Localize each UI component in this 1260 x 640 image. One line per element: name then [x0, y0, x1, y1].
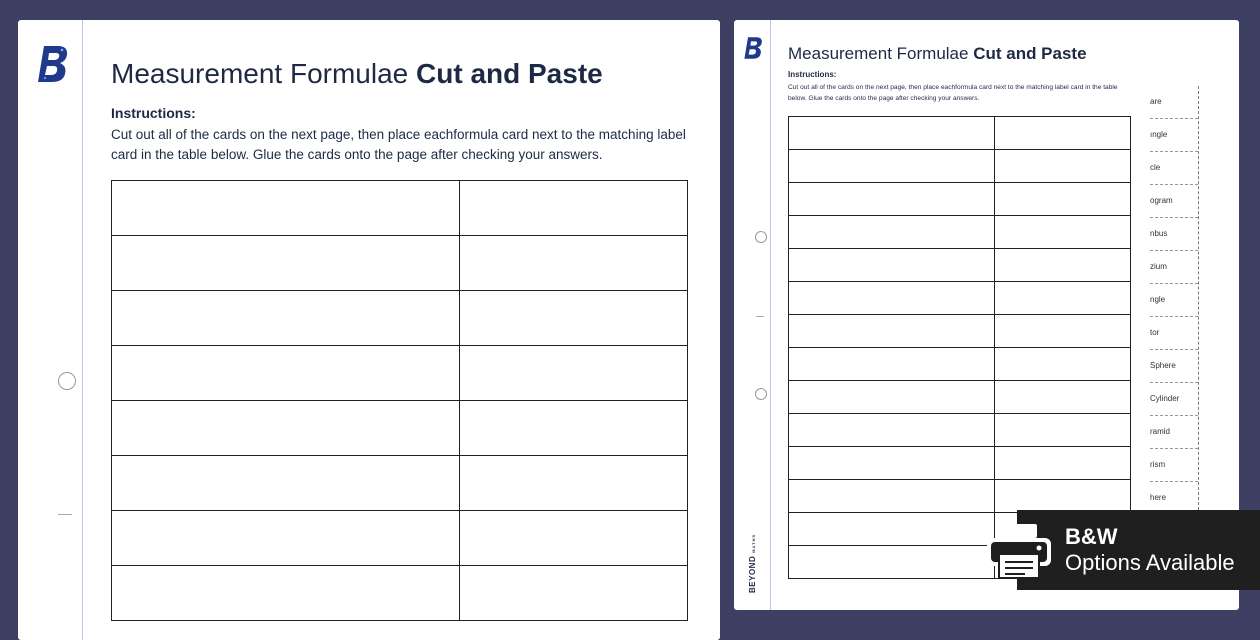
- bw-options-badge: [1017, 510, 1260, 590]
- formula-slot: [995, 414, 1131, 447]
- label-card: Cylinder: [1150, 383, 1198, 416]
- formula-slot: [460, 456, 688, 511]
- label-card: zium: [1150, 251, 1198, 284]
- label-card: ıngle: [1150, 119, 1198, 152]
- label-card: ramid: [1150, 416, 1198, 449]
- formula-slot: [995, 348, 1131, 381]
- formula-slot: [995, 150, 1131, 183]
- formula-slot: [995, 480, 1131, 513]
- table-row: [789, 348, 1131, 381]
- label-slot: [112, 181, 460, 236]
- formula-slot: [995, 447, 1131, 480]
- table-row: [789, 249, 1131, 282]
- table-row: [112, 236, 688, 291]
- label-slot: [789, 348, 995, 381]
- formula-slot: [460, 401, 688, 456]
- instructions-text: Cut out all of the cards on the next page, then place eachformula card next to the matching label card in the table below. Glue the cards onto the page after checking your answers.: [788, 84, 1118, 102]
- formula-slot: [460, 236, 688, 291]
- label-card-strip: [1150, 86, 1199, 515]
- instructions-heading: Instructions:: [111, 105, 196, 121]
- beyond-logo-icon: [38, 44, 70, 84]
- badge-title: B&W: [1065, 524, 1118, 549]
- instructions-heading: Instructions:: [788, 70, 837, 79]
- label-card: are: [1150, 86, 1198, 119]
- punch-hole: [58, 372, 76, 390]
- table-row: [112, 566, 688, 621]
- label-slot: [112, 511, 460, 566]
- label-card: tor: [1150, 317, 1198, 350]
- label-slot: [789, 249, 995, 282]
- formula-slot: [995, 315, 1131, 348]
- table-row: [789, 117, 1131, 150]
- margin-line: [82, 20, 83, 640]
- table-row: [789, 381, 1131, 414]
- formula-slot: [995, 117, 1131, 150]
- label-slot: [789, 150, 995, 183]
- table-row: [789, 414, 1131, 447]
- formula-slot: [460, 346, 688, 401]
- table-row: [112, 511, 688, 566]
- table-row: [112, 456, 688, 511]
- label-slot: [789, 183, 995, 216]
- table-row: [789, 183, 1131, 216]
- label-slot: [789, 282, 995, 315]
- label-slot: [112, 401, 460, 456]
- label-slot: [112, 456, 460, 511]
- label-card: ogram: [1150, 185, 1198, 218]
- label-slot: [112, 566, 460, 621]
- label-card: nbus: [1150, 218, 1198, 251]
- label-slot: [789, 513, 995, 546]
- table-row: [789, 150, 1131, 183]
- label-slot: [789, 546, 995, 579]
- table-row: [112, 291, 688, 346]
- table-row: [789, 282, 1131, 315]
- table-row: [789, 480, 1131, 513]
- worksheet-page-left: [18, 20, 720, 640]
- table-row: [112, 346, 688, 401]
- punch-hole: [755, 388, 767, 400]
- vertical-brand: BEYONDMATHS: [748, 533, 757, 593]
- page-title: Measurement Formulae Cut and Paste: [111, 58, 603, 89]
- badge-subtitle: Options Available: [1065, 550, 1235, 575]
- formula-slot: [995, 183, 1131, 216]
- formula-slot: [460, 291, 688, 346]
- formula-slot: [460, 181, 688, 236]
- formula-slot: [995, 282, 1131, 315]
- label-card: ngle: [1150, 284, 1198, 317]
- printer-icon: [985, 522, 1055, 580]
- table-row: [112, 401, 688, 456]
- label-card: Sphere: [1150, 350, 1198, 383]
- label-slot: [789, 381, 995, 414]
- label-slot: [789, 117, 995, 150]
- formula-slot: [995, 381, 1131, 414]
- margin-tick: [58, 514, 72, 515]
- beyond-logo-icon: [744, 36, 764, 60]
- table-row: [789, 447, 1131, 480]
- margin-line: [770, 20, 771, 610]
- label-card: here: [1150, 482, 1198, 515]
- formula-slot: [460, 511, 688, 566]
- label-card: rism: [1150, 449, 1198, 482]
- instructions-text: Cut out all of the cards on the next page, then place eachformula card next to the matching label card in the table below. Glue the cards onto the page after checking your answers.: [111, 127, 686, 162]
- label-card: cle: [1150, 152, 1198, 185]
- page-title: Measurement Formulae Cut and Paste: [788, 44, 1087, 63]
- margin-tick: [756, 316, 764, 317]
- table-row: [789, 216, 1131, 249]
- punch-hole: [755, 231, 767, 243]
- label-slot: [789, 480, 995, 513]
- matching-table: [111, 180, 688, 621]
- label-slot: [789, 315, 995, 348]
- label-slot: [789, 216, 995, 249]
- formula-slot: [460, 566, 688, 621]
- formula-slot: [995, 216, 1131, 249]
- label-slot: [789, 414, 995, 447]
- table-row: [112, 181, 688, 236]
- formula-slot: [995, 249, 1131, 282]
- table-row: [789, 315, 1131, 348]
- label-slot: [789, 447, 995, 480]
- label-slot: [112, 291, 460, 346]
- label-slot: [112, 236, 460, 291]
- label-slot: [112, 346, 460, 401]
